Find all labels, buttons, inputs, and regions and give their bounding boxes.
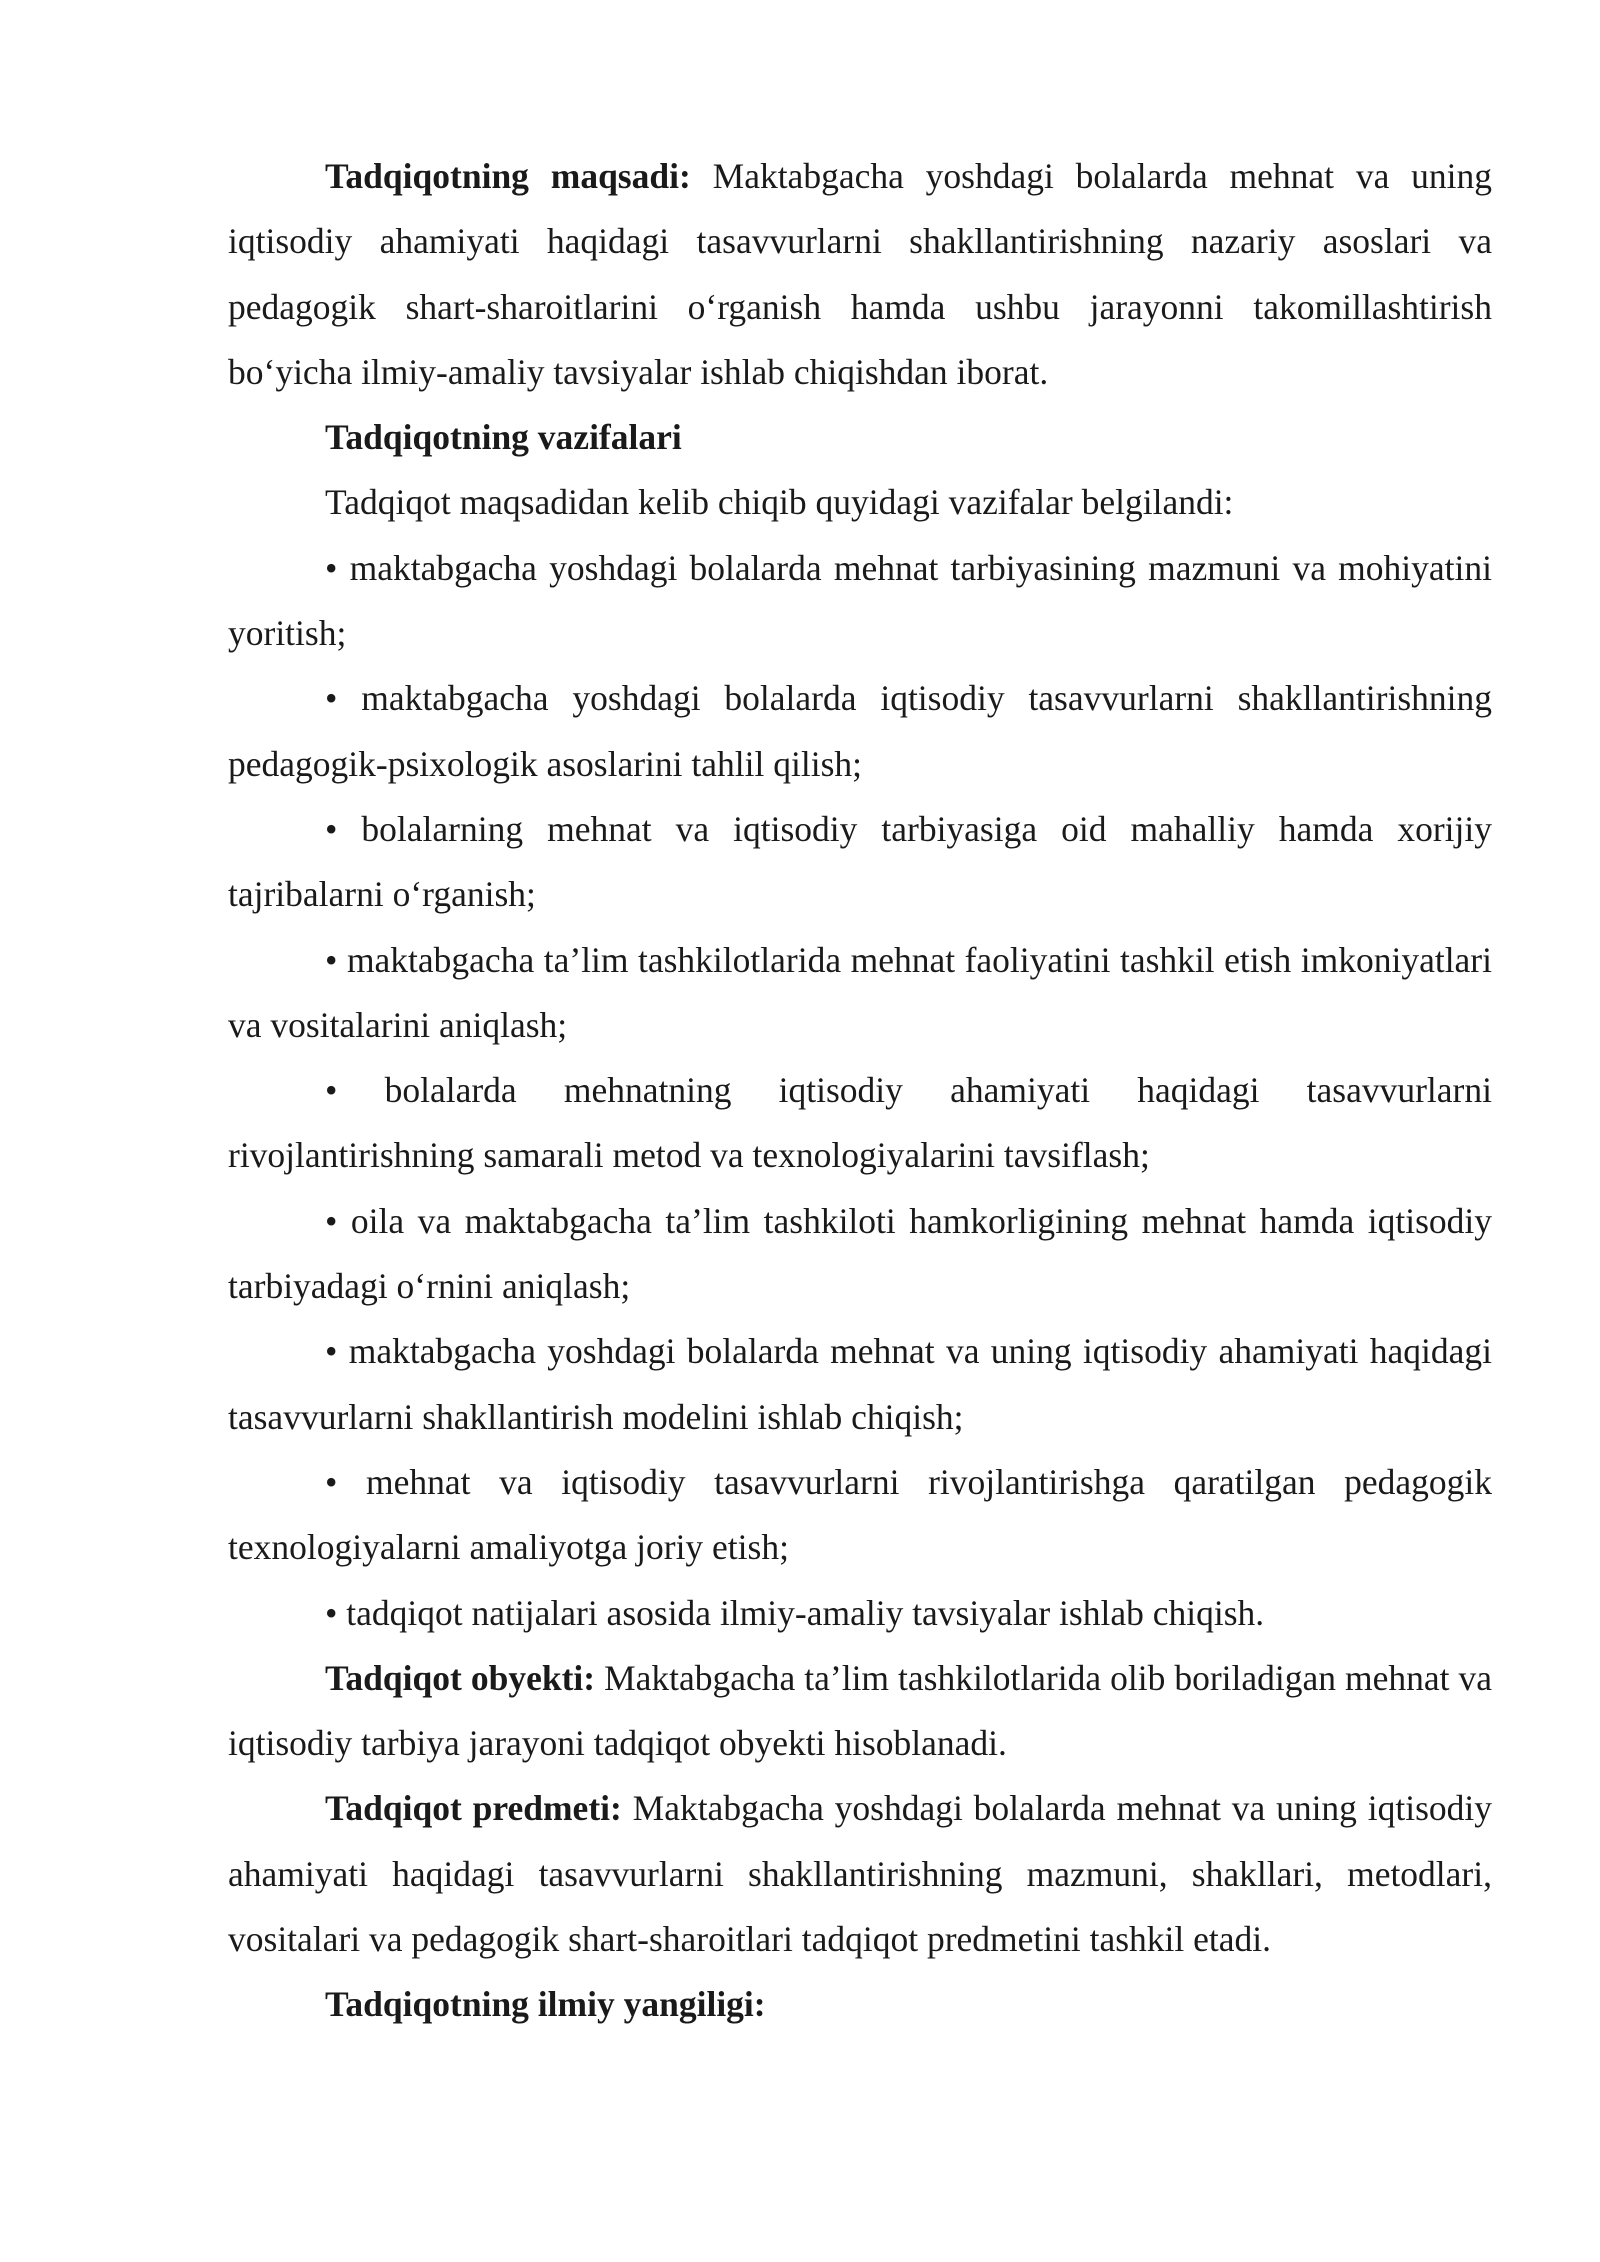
- task-item: • mehnat va iqtisodiy tasavvurlarni rivojlantirishga qaratilgan pedagogik texnologiyalarni amaliyotga joriy etish;: [228, 1461, 1492, 1568]
- task-item: • maktabgacha ta’lim tashkilotlarida mehnat faoliyatini tashkil etish imkoniyatlari va vositalarini aniqlash;: [228, 939, 1492, 1045]
- goal-paragraph: [228, 144, 1492, 405]
- goal-label: Tadqiqotning maqsadi:: [325, 156, 691, 196]
- object-label: Tadqiqot obyekti:: [325, 1657, 596, 1698]
- task-item: • bolalarda mehnatning iqtisodiy ahamiyati haqidagi tasavvurlarni rivojlantirishning samarali metod va texnologiyalarini tavsiflash;: [228, 1070, 1492, 1176]
- task-item: • bolalarning mehnat va iqtisodiy tarbiyasiga oid mahalliy hamda xorijiy tajribalarni o‘rganish;: [228, 808, 1492, 915]
- subject-label: Tadqiqot predmeti:: [325, 1788, 622, 1829]
- task-item: • maktabgacha yoshdagi bolalarda iqtisodiy tasavvurlarni shakllantirishning pedagogik-psixologik asoslarini tahlil qilish;: [228, 678, 1492, 784]
- goal-text: Maktabgacha yoshdagi bolalarda mehnat va uning iqtisodiy ahamiyati haqidagi tasavvurlarni shakllantirishning nazariy asoslari va pedagogik shart-sharoitlarini o‘rganish hamda ushbu jarayonni takomillashtirish bo‘yicha ilmiy-amaliy tavsiyalar ishlab chiqishdan iborat.: [228, 156, 1492, 392]
- object-paragraph: [228, 1646, 1492, 1777]
- task-item: • tadqiqot natijalari asosida ilmiy-amaliy tavsiyalar ishlab chiqish.: [325, 1592, 1265, 1633]
- tasks-heading: Tadqiqotning vazifalari: [325, 417, 682, 458]
- tasks-intro: Tadqiqot maqsadidan kelib chiqib quyidagi vazifalar belgilandi:: [325, 482, 1234, 523]
- subject-text: Maktabgacha yoshdagi bolalarda mehnat va uning iqtisodiy ahamiyati haqidagi tasavvurlarni shakllantirishning mazmuni, shakllari, metodlari, vositalari va pedagogik shart-sharoitlari tadqiqot predmetini tashkil etadi.: [228, 1788, 1492, 1960]
- task-item: • maktabgacha yoshdagi bolalarda mehnat tarbiyasining mazmuni va mohiyatini yoritish;: [228, 547, 1492, 654]
- novelty-heading: Tadqiqotning ilmiy yangiligi:: [325, 1984, 766, 2025]
- subject-paragraph: [228, 1776, 1492, 1972]
- task-item: • maktabgacha yoshdagi bolalarda mehnat va uning iqtisodiy ahamiyati haqidagi tasavvurlarni shakllantirish modelini ishlab chiqish;: [228, 1331, 1492, 1437]
- task-item: • oila va maktabgacha ta’lim tashkiloti hamkorligining mehnat hamda iqtisodiy tarbiyadagi o‘rnini aniqlash;: [228, 1200, 1492, 1307]
- object-text: Maktabgacha ta’lim tashkilotlarida olib boriladigan mehnat va iqtisodiy tarbiya jarayoni tadqiqot obyekti hisoblanadi.: [228, 1657, 1492, 1764]
- document-page: [228, 144, 1492, 2038]
